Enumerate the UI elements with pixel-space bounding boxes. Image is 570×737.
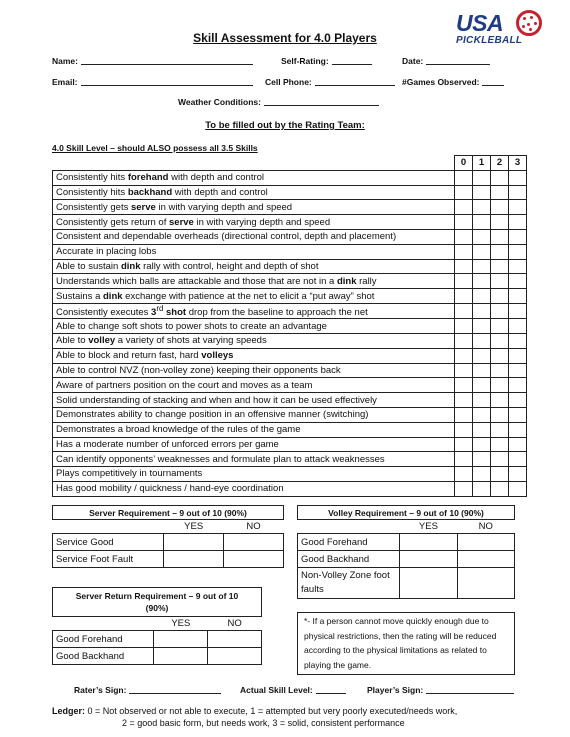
skill-label (53, 437, 455, 452)
rating-team-heading: To be filled out by the Rating Team: (205, 120, 365, 131)
skill-row (53, 333, 527, 348)
skill-label (53, 200, 455, 215)
score-cell-0[interactable] (455, 348, 473, 363)
skill-text: Consistently gets (56, 201, 131, 213)
skill-row (53, 259, 527, 274)
score-cell-0[interactable] (455, 215, 473, 230)
skill-text: Plays competitively in tournaments (56, 468, 203, 480)
score-cell-2[interactable] (491, 215, 509, 230)
score-cell-2[interactable] (491, 274, 509, 289)
score-cell-1[interactable] (473, 200, 491, 215)
skill-label (53, 363, 455, 378)
skill-label (53, 378, 455, 393)
skill-text: Demonstrates ability to change position in an offensive manner (switching) (56, 409, 369, 421)
volley-backhand-no-cell[interactable] (457, 551, 514, 568)
server-requirement-title: Server Requirement – 9 out of 10 (90%) (53, 506, 284, 520)
score-cell-1[interactable] (473, 333, 491, 348)
score-cell-0[interactable] (455, 467, 473, 482)
server-requirement-table (52, 505, 284, 568)
skill-text: Aware of partners position on the court and moves as a team (56, 379, 313, 391)
skill-row (53, 229, 527, 244)
score-cell-1[interactable] (473, 348, 491, 363)
self-rating-field[interactable] (281, 56, 372, 66)
skill-emphasis: forehand (127, 172, 169, 184)
score-cell-3[interactable] (509, 259, 527, 274)
score-cell-2[interactable] (491, 348, 509, 363)
score-cell-3[interactable] (509, 422, 527, 437)
score-cell-0[interactable] (455, 319, 473, 334)
score-cell-1[interactable] (473, 244, 491, 259)
skill-text: Able to change soft shots to power shots to create an advantage (56, 320, 327, 332)
date-line[interactable] (426, 56, 490, 65)
page-title: Skill Assessment for 4.0 Players (193, 31, 377, 45)
skill-label (53, 407, 455, 422)
cell-phone-label: Cell Phone: (265, 77, 312, 87)
skill-text: drop from the baseline to approach the net (186, 307, 368, 319)
score-cell-3[interactable] (509, 481, 527, 496)
skill-row (53, 319, 527, 334)
logo-pickleball-text: PICKLEBALL (456, 35, 523, 46)
skill-text: Has good mobility / quickness / hand-eye coordination (56, 483, 284, 495)
skill-text: Consistently hits (56, 172, 128, 184)
score-cell-3[interactable] (509, 348, 527, 363)
skill-text: Demonstrates a broad knowledge of the rules of the game (56, 424, 301, 436)
legend-line-2: 2 = good basic form, but needs work, 3 = solid, consistent performance (122, 718, 405, 728)
name-field[interactable] (52, 56, 253, 66)
score-cell-1[interactable] (473, 452, 491, 467)
return-requirement-table (52, 587, 262, 665)
self-rating-label: Self-Rating: (281, 56, 329, 66)
skill-text: rally (356, 275, 377, 287)
games-observed-line[interactable] (482, 77, 504, 86)
self-rating-line[interactable] (332, 56, 372, 65)
score-cell-1[interactable] (473, 303, 491, 318)
score-cell-2[interactable] (491, 393, 509, 408)
cell-phone-field[interactable] (265, 77, 395, 87)
skill-emphasis: dink (120, 260, 141, 272)
section-title: 4.0 Skill Level – should ALSO possess all 3.5 Skills (52, 143, 258, 153)
skill-text: Understands which balls are attackable and those that are not in a (56, 275, 337, 287)
score-cell-2[interactable] (491, 378, 509, 393)
cell-phone-line[interactable] (315, 77, 395, 86)
skill-text: Able to block and return fast, hard (56, 350, 202, 362)
skill-row (53, 422, 527, 437)
score-cell-0[interactable] (455, 259, 473, 274)
score-cell-0[interactable] (455, 200, 473, 215)
score-cell-3[interactable] (509, 274, 527, 289)
score-cell-1[interactable] (473, 170, 491, 185)
skill-label (53, 170, 455, 185)
skill-row (53, 378, 527, 393)
skill-text: in with varying depth and speed (155, 201, 293, 213)
score-cell-1[interactable] (473, 422, 491, 437)
score-cell-2[interactable] (491, 437, 509, 452)
score-cell-2[interactable] (491, 333, 509, 348)
score-cell-2[interactable] (491, 200, 509, 215)
return-backhand-no-cell[interactable] (208, 648, 262, 665)
score-cell-0[interactable] (455, 229, 473, 244)
score-cell-1[interactable] (473, 259, 491, 274)
skill-emphasis: serve (169, 216, 194, 228)
skill-emphasis: volleys (201, 350, 234, 362)
skill-text: Accurate in placing lobs (56, 246, 157, 258)
score-cell-0[interactable] (455, 170, 473, 185)
skill-row (53, 363, 527, 378)
return-requirement-title: Server Return Requirement – 9 out of 10 (90%) (53, 588, 262, 617)
games-observed-field[interactable] (402, 77, 504, 87)
volley-backhand-yes-cell[interactable] (400, 551, 457, 568)
skill-label (53, 481, 455, 496)
skill-row (53, 200, 527, 215)
score-cell-2[interactable] (491, 467, 509, 482)
score-cell-2[interactable] (491, 229, 509, 244)
skill-row (53, 452, 527, 467)
skill-emphasis: volley (88, 335, 116, 347)
skill-row (53, 348, 527, 363)
score-cell-2[interactable] (491, 363, 509, 378)
server-foot-fault-no-cell[interactable] (224, 551, 284, 568)
skill-text: a variety of shots at varying speeds (115, 335, 267, 347)
score-cell-3[interactable] (509, 244, 527, 259)
skill-text: Able to sustain (56, 260, 121, 272)
skill-label (53, 289, 455, 304)
actual-skill-label: Actual Skill Level: (240, 685, 313, 695)
skill-text: with depth and control (168, 172, 265, 184)
skill-text: Consistently gets return of (56, 216, 169, 228)
score-cell-2[interactable] (491, 407, 509, 422)
return-row-label: Good Backhand (53, 648, 154, 665)
score-cell-1[interactable] (473, 363, 491, 378)
return-yes-header: YES (171, 618, 191, 629)
score-cell-0[interactable] (455, 185, 473, 200)
score-cell-0[interactable] (455, 393, 473, 408)
skill-label (53, 229, 455, 244)
score-cell-0[interactable] (455, 303, 473, 318)
score-cell-3[interactable] (509, 393, 527, 408)
rater-sign-field[interactable] (74, 685, 221, 695)
skill-emphasis: backhand (127, 186, 173, 198)
server-no-header: NO (246, 521, 261, 532)
server-row-label: Service Foot Fault (53, 551, 164, 568)
skill-text: Consistent and dependable overheads (directional control, depth and placement) (56, 231, 397, 243)
skill-row (53, 170, 527, 185)
score-cell-1[interactable] (473, 481, 491, 496)
name-label: Name: (52, 56, 78, 66)
score-cell-3[interactable] (509, 333, 527, 348)
skill-row (53, 393, 527, 408)
legend-label: Ledger: (52, 706, 86, 716)
server-row-label: Service Good (53, 534, 164, 551)
skill-text: exchange with patience at the net to elicit a “put away” shot (122, 290, 375, 302)
score-cell-1[interactable] (473, 229, 491, 244)
score-cell-0[interactable] (455, 363, 473, 378)
player-sign-label: Player’s Sign: (367, 685, 424, 695)
skill-label (53, 215, 455, 230)
skill-label (53, 244, 455, 259)
score-cell-1[interactable] (473, 185, 491, 200)
score-cell-2[interactable] (491, 259, 509, 274)
skill-row (53, 244, 527, 259)
score-cell-3[interactable] (509, 229, 527, 244)
skill-text: Consistently hits (56, 186, 128, 198)
score-cell-0[interactable] (455, 244, 473, 259)
score-cell-3[interactable] (509, 407, 527, 422)
skill-text: with depth and control (172, 186, 268, 198)
score-cell-1[interactable] (473, 319, 491, 334)
skill-label (53, 259, 455, 274)
skill-emphasis: dink (336, 275, 357, 287)
skill-text: Sustains a (56, 290, 103, 302)
actual-skill-line[interactable] (316, 685, 346, 694)
score-cell-2[interactable] (491, 481, 509, 496)
games-observed-label: #Games Observed: (402, 77, 480, 87)
logo-usa-text: USA (456, 10, 504, 36)
email-field[interactable] (52, 77, 253, 87)
score-cell-1[interactable] (473, 289, 491, 304)
volley-forehand-yes-cell[interactable] (400, 534, 457, 551)
server-foot-fault-yes-cell[interactable] (164, 551, 224, 568)
volley-nvz-yes-cell[interactable] (400, 568, 457, 599)
volley-forehand-no-cell[interactable] (457, 534, 514, 551)
skill-text: rally with control, height and depth of shot (140, 260, 319, 272)
score-cell-3[interactable] (509, 319, 527, 334)
score-cell-2[interactable] (491, 185, 509, 200)
score-cell-2[interactable] (491, 422, 509, 437)
score-cell-3[interactable] (509, 200, 527, 215)
physical-limitations-note: *- If a person cannot move quickly enough due to physical restrictions, then the rating will be reduced according to the physical limitations as related to playing the game. (297, 612, 515, 675)
skill-row (53, 289, 527, 304)
skill-row (53, 481, 527, 496)
score-cell-2[interactable] (491, 303, 509, 318)
return-backhand-yes-cell[interactable] (154, 648, 208, 665)
date-field[interactable] (402, 56, 490, 66)
score-cell-1[interactable] (473, 393, 491, 408)
email-line[interactable] (81, 77, 253, 86)
skill-text: Consistently executes (56, 307, 152, 319)
server-good-yes-cell[interactable] (164, 534, 224, 551)
volley-no-header: NO (478, 521, 493, 532)
volley-requirement-title: Volley Requirement – 9 out of 10 (90%) (298, 506, 515, 520)
skill-emphasis: serve (130, 201, 156, 213)
skill-label (53, 348, 455, 363)
score-cell-0[interactable] (455, 333, 473, 348)
scoring-legend (52, 705, 457, 729)
return-forehand-yes-cell[interactable] (154, 631, 208, 648)
volley-nvz-no-cell[interactable] (457, 568, 514, 599)
skill-text: Can identify opponents’ weaknesses and formulate plan to attack weaknesses (56, 453, 385, 465)
weather-line[interactable] (264, 97, 379, 106)
skill-text: Solid understanding of stacking and when and how it can be used effectively (56, 394, 377, 406)
return-row-label: Good Forehand (53, 631, 154, 648)
score-cell-1[interactable] (473, 378, 491, 393)
volley-requirement-table (297, 505, 515, 599)
score-cell-3[interactable] (509, 467, 527, 482)
player-sign-line[interactable] (426, 685, 514, 694)
score-cell-3[interactable] (509, 452, 527, 467)
skill-text: Able to control NVZ (non-volley zone) keeping their opponents back (56, 364, 341, 376)
weather-field[interactable] (178, 97, 379, 107)
skill-text: Has a moderate number of unforced errors per game (56, 438, 279, 450)
volley-row-label: Good Backhand (298, 551, 400, 568)
score-cell-2[interactable] (491, 452, 509, 467)
score-cell-3[interactable] (509, 437, 527, 452)
skill-label (53, 467, 455, 482)
score-cell-0[interactable] (455, 452, 473, 467)
skill-emphasis: 3 (151, 307, 157, 319)
score-cell-0[interactable] (455, 289, 473, 304)
score-cell-3[interactable] (509, 170, 527, 185)
skill-row (53, 185, 527, 200)
skills-table (52, 155, 527, 497)
skill-row (53, 407, 527, 422)
score-header-1: 1 (473, 156, 491, 171)
return-forehand-no-cell[interactable] (208, 631, 262, 648)
rater-sign-line[interactable] (129, 685, 221, 694)
skill-text: in with varying depth and speed (193, 216, 331, 228)
score-cell-3[interactable] (509, 303, 527, 318)
volley-row-label: Good Forehand (298, 534, 400, 551)
score-cell-3[interactable] (509, 215, 527, 230)
date-label: Date: (402, 56, 424, 66)
email-label: Email: (52, 77, 78, 87)
rater-sign-label: Rater’s Sign: (74, 685, 127, 695)
score-cell-0[interactable] (455, 407, 473, 422)
skill-text: Able to (56, 335, 89, 347)
skills-header-row (53, 156, 527, 171)
actual-skill-field[interactable] (240, 685, 346, 695)
skill-row (53, 467, 527, 482)
server-good-no-cell[interactable] (224, 534, 284, 551)
skill-label (53, 422, 455, 437)
score-cell-2[interactable] (491, 244, 509, 259)
header-blank-cell (53, 156, 455, 171)
legend-line-1: 0 = Not observed or not able to execute, 1 = attempted but very poorly executed/needs work, (85, 706, 458, 716)
score-cell-0[interactable] (455, 422, 473, 437)
volley-row-label: Non-Volley Zone foot faults (298, 568, 400, 599)
score-cell-2[interactable] (491, 289, 509, 304)
score-cell-2[interactable] (491, 170, 509, 185)
skill-label (53, 185, 455, 200)
player-sign-field[interactable] (367, 685, 514, 695)
weather-label: Weather Conditions: (178, 97, 261, 107)
score-cell-1[interactable] (473, 437, 491, 452)
score-cell-3[interactable] (509, 289, 527, 304)
skill-emphasis: shot (163, 307, 187, 319)
skill-superscript: rd (156, 303, 164, 313)
skill-row (53, 437, 527, 452)
volley-yes-header: YES (418, 521, 438, 532)
score-cell-1[interactable] (473, 467, 491, 482)
skill-row (53, 303, 527, 318)
skill-label (53, 393, 455, 408)
score-cell-1[interactable] (473, 407, 491, 422)
return-no-header: NO (227, 618, 242, 629)
score-cell-3[interactable] (509, 363, 527, 378)
score-cell-3[interactable] (509, 378, 527, 393)
score-header-0: 0 (455, 156, 473, 171)
server-yes-header: YES (184, 521, 204, 532)
skill-emphasis: dink (103, 290, 123, 302)
score-cell-0[interactable] (455, 274, 473, 289)
skill-label (53, 452, 455, 467)
skill-label (53, 274, 455, 289)
score-cell-1[interactable] (473, 274, 491, 289)
skill-row (53, 215, 527, 230)
score-cell-0[interactable] (455, 378, 473, 393)
score-header-2: 2 (491, 156, 509, 171)
name-line[interactable] (81, 56, 253, 65)
score-cell-0[interactable] (455, 437, 473, 452)
skill-label (53, 303, 455, 318)
skill-label (53, 333, 455, 348)
score-cell-1[interactable] (473, 215, 491, 230)
score-cell-2[interactable] (491, 319, 509, 334)
skill-label (53, 319, 455, 334)
skill-row (53, 274, 527, 289)
score-cell-0[interactable] (455, 481, 473, 496)
score-header-3: 3 (509, 156, 527, 171)
score-cell-3[interactable] (509, 185, 527, 200)
